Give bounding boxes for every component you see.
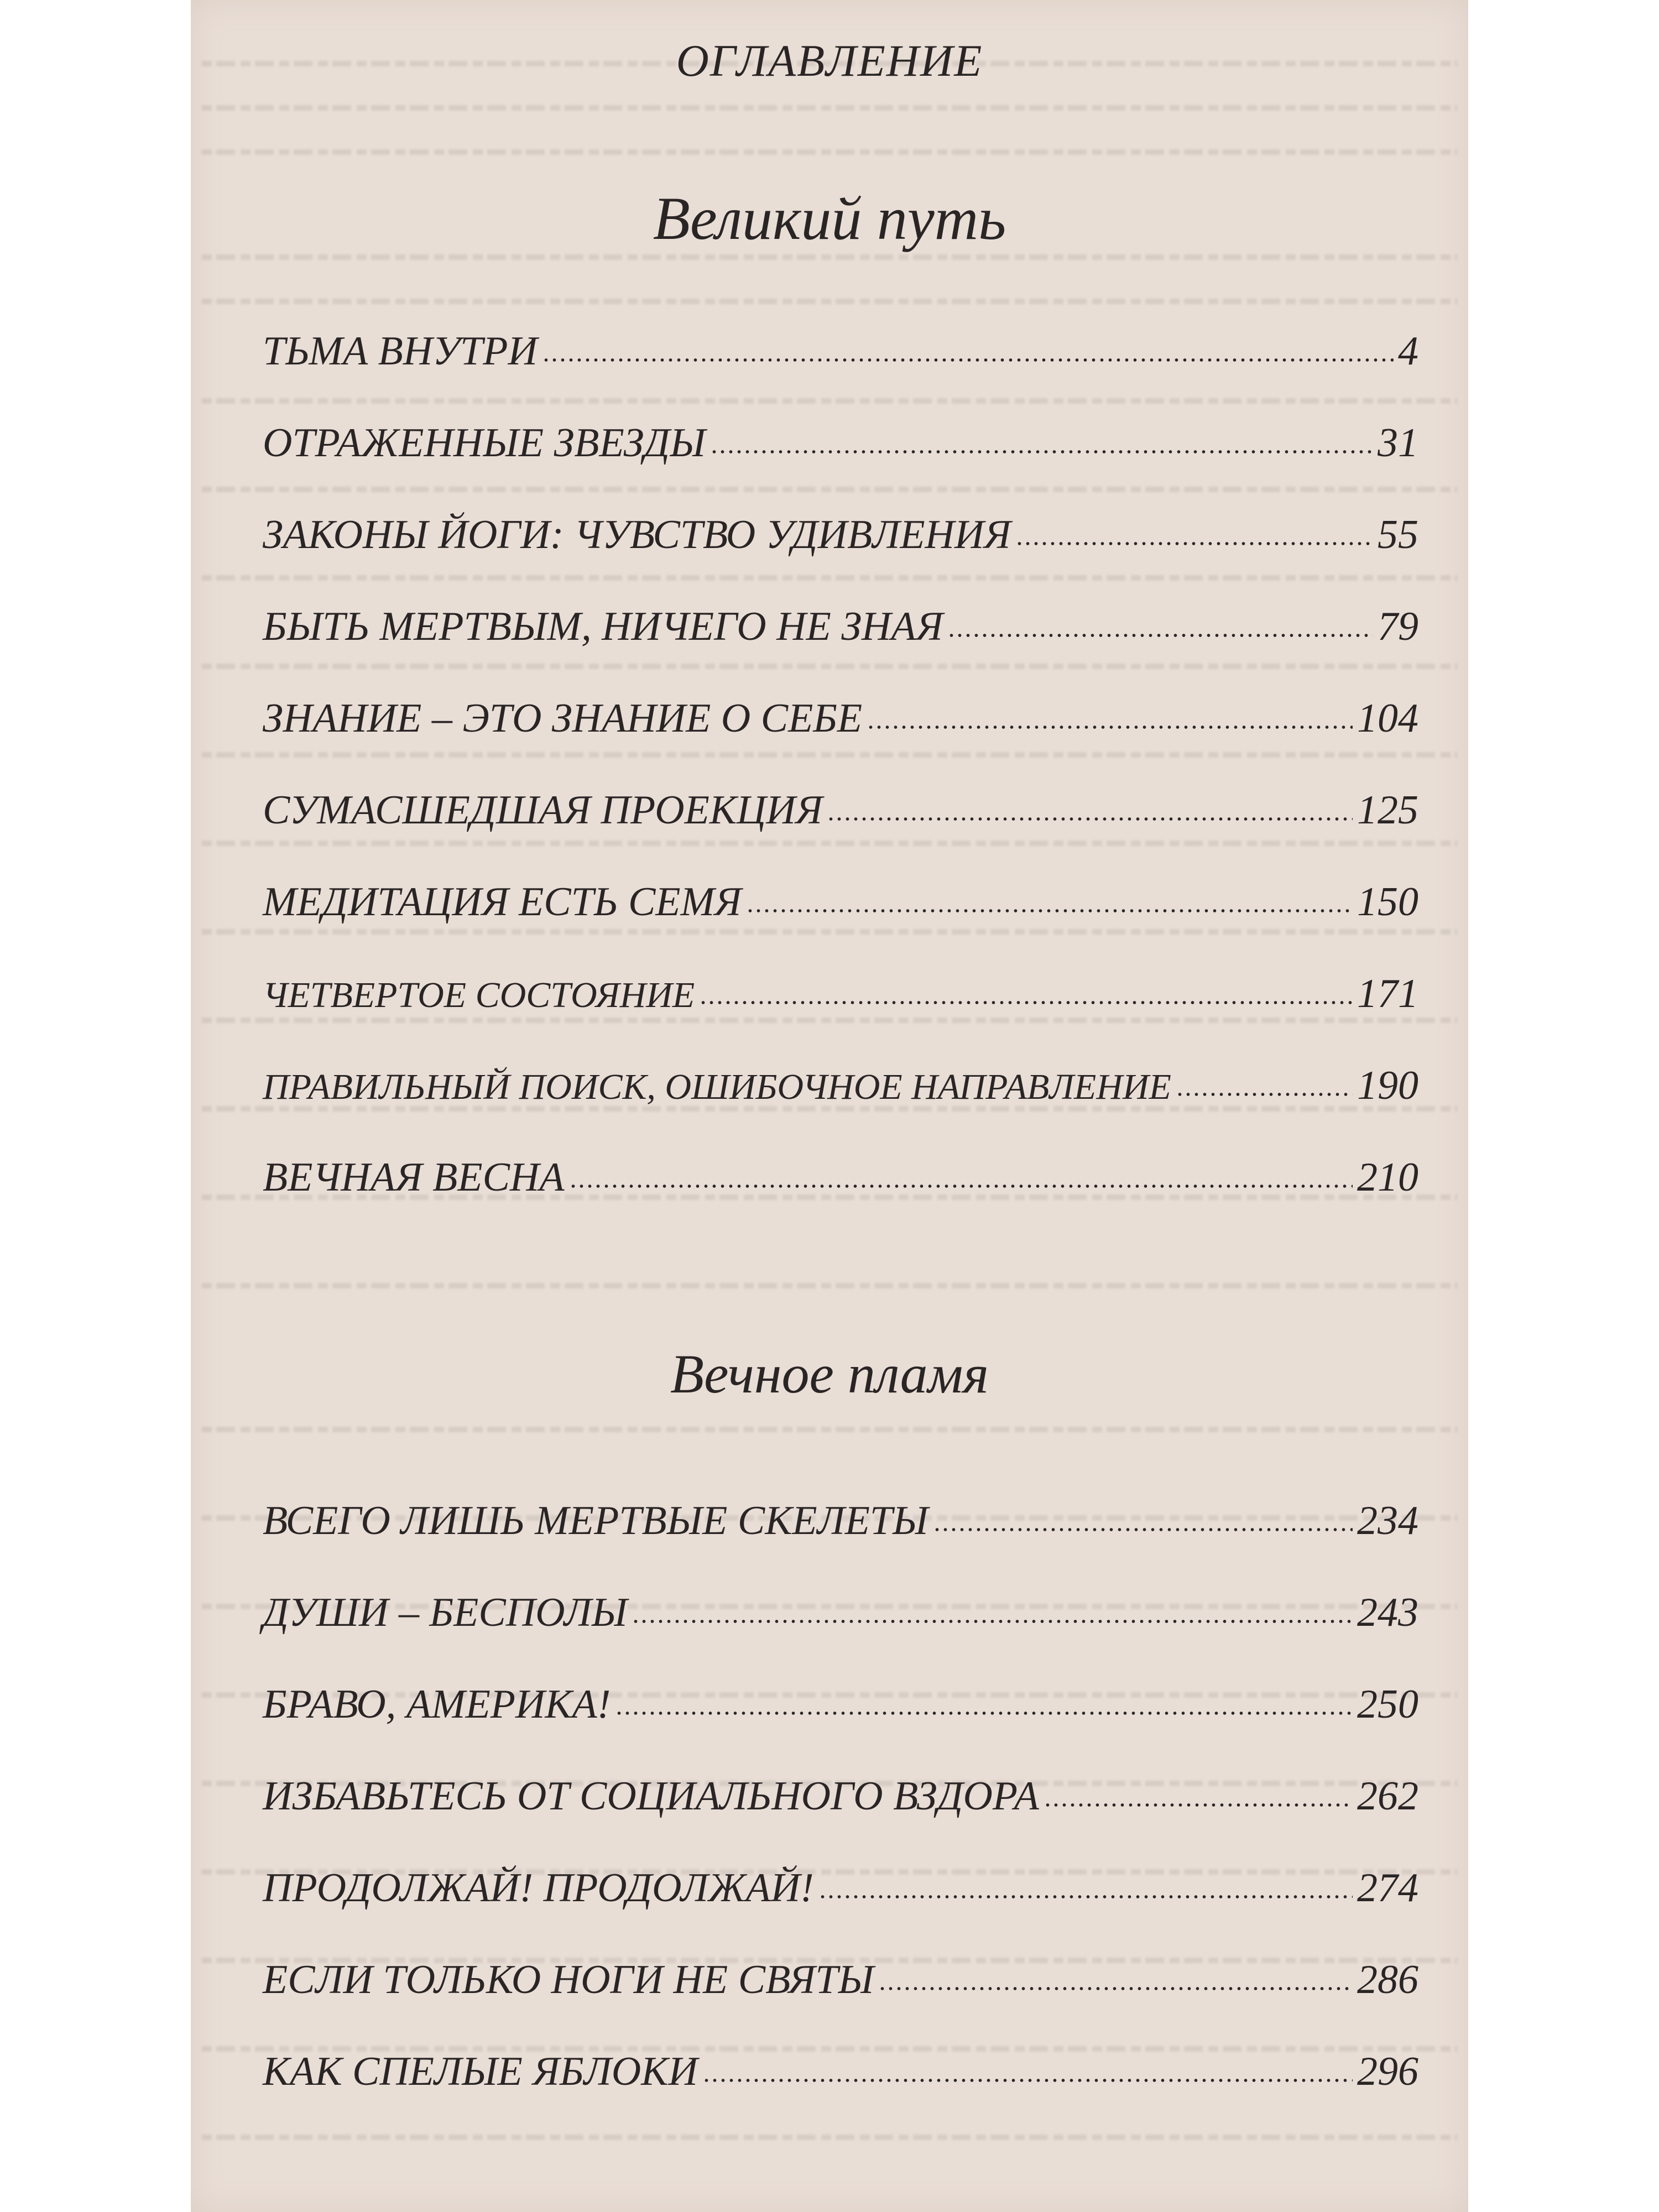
toc-entry-title: СУМАСШЕДШАЯ ПРОЕКЦИЯ [263,787,823,833]
dot-leader [1176,1092,1353,1097]
dot-leader [878,1986,1353,1991]
toc-entry-page: 243 [1357,1590,1418,1635]
toc-entry [263,324,1418,415]
toc-entry-title: ОТРАЖЕННЫЕ ЗВЕЗДЫ [263,420,706,466]
toc-entry-page: 262 [1357,1773,1418,1819]
toc-entry-page: 250 [1357,1682,1418,1727]
toc-entry-title: ПРАВИЛЬНЫЙ ПОИСК, ОШИБОЧНОЕ НАПРАВЛЕНИЕ [263,1067,1171,1107]
dot-leader [818,1895,1353,1899]
dot-leader [1044,1803,1353,1807]
toc-entry-page: 79 [1378,604,1418,649]
toc-entry-title: ЕСЛИ ТОЛЬКО НОГИ НЕ СВЯТЫ [263,1957,874,2002]
toc-entry-title: ВСЕГО ЛИШЬ МЕРТВЫЕ СКЕЛЕТЫ [263,1498,928,1543]
toc-entry-page: 4 [1398,328,1418,374]
toc-entry [263,1860,1418,1952]
toc-entry-title: ЗАКОНЫ ЙОГИ: ЧУВСТВО УДИВЛЕНИЯ [263,512,1011,557]
toc-entry-title: ИЗБАВЬТЕСЬ ОТ СОЦИАЛЬНОГО ВЗДОРА [263,1773,1039,1819]
toc-entry [263,691,1418,782]
toc-entry [263,1768,1418,1860]
section-title-1: Великий путь [653,185,1006,252]
toc-entry [263,1493,1418,1585]
toc-entry-title: ДУШИ – БЕСПОЛЫ [263,1590,628,1635]
toc-entry-page: 104 [1357,696,1418,741]
toc-entry-title: ЧЕТВЕРТОЕ СОСТОЯНИЕ [263,975,695,1015]
toc-entry-title: ВЕЧНАЯ ВЕСНА [263,1155,565,1200]
dot-leader [827,817,1353,821]
toc-entry-title: ТЬМА ВНУТРИ [263,328,538,374]
toc-entry-title: КАК СПЕЛЫЕ ЯБЛОКИ [263,2049,698,2094]
toc-entry [263,1677,1418,1768]
toc-entry-page: 274 [1357,1865,1418,1911]
toc-entry [263,1952,1418,2044]
dot-leader [933,1527,1353,1532]
dot-leader [1015,541,1373,546]
toc-entry [263,1150,1418,1241]
toc-entry-title: ЗНАНИЕ – ЭТО ЗНАНИЕ О СЕБЕ [263,696,863,741]
section-title-2: Вечное пламя [670,1343,989,1405]
toc-entry [263,874,1418,966]
toc-entry-page: 190 [1357,1063,1418,1108]
toc-entry-page: 150 [1357,879,1418,925]
toc-entry [263,966,1418,1058]
toc-entry [263,1585,1418,1677]
toc-entry-page: 296 [1357,2049,1418,2094]
table-of-contents [191,0,1468,2212]
dot-leader [710,450,1373,454]
dot-leader [947,633,1373,638]
toc-entry-page: 286 [1357,1957,1418,2002]
dot-leader [632,1619,1353,1624]
dot-leader [746,909,1353,913]
toc-entry-title: ПРОДОЛЖАЙ! ПРОДОЛЖАЙ! [263,1865,814,1911]
dot-leader [615,1711,1353,1715]
toc-heading: ОГЛАВЛЕНИЕ [676,35,983,86]
section-2-entries [263,1493,1418,2136]
toc-entry [263,782,1418,874]
dot-leader [699,1000,1353,1005]
toc-entry-title: МЕДИТАЦИЯ ЕСТЬ СЕМЯ [263,879,742,925]
toc-entry [263,1058,1418,1150]
toc-entry [263,415,1418,507]
toc-entry-page: 125 [1357,787,1418,833]
toc-entry-page: 171 [1357,971,1418,1016]
toc-entry-page: 31 [1378,420,1418,466]
dot-leader [542,358,1394,362]
dot-leader [867,725,1353,729]
toc-entry-title: БРАВО, АМЕРИКА! [263,1682,611,1727]
toc-entry [263,507,1418,599]
dot-leader [569,1184,1353,1188]
section-1-entries [263,324,1418,1241]
toc-entry [263,2044,1418,2136]
toc-entry-title: БЫТЬ МЕРТВЫМ, НИЧЕГО НЕ ЗНАЯ [263,604,943,649]
toc-entry-page: 234 [1357,1498,1418,1543]
toc-entry [263,599,1418,691]
dot-leader [702,2078,1353,2083]
book-page [191,0,1468,2212]
toc-entry-page: 210 [1357,1155,1418,1200]
toc-entry-page: 55 [1378,512,1418,557]
